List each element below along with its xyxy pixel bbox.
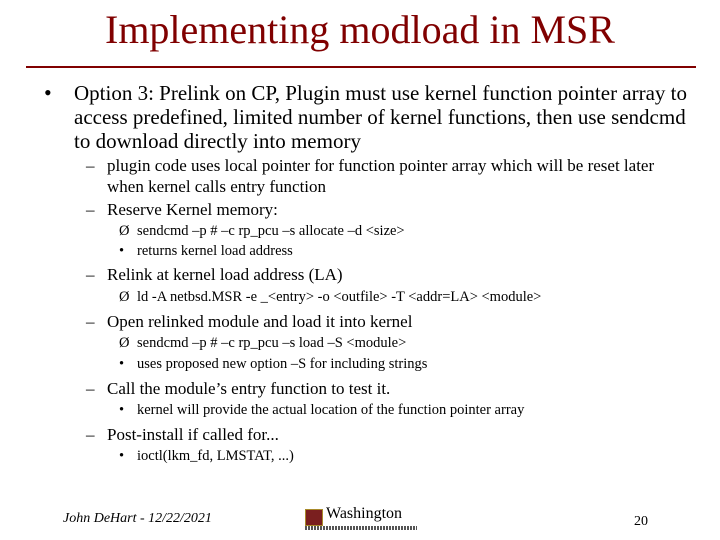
title-divider — [26, 66, 696, 68]
main-bullet-text: Option 3: Prelink on CP, Plugin must use kernel function pointer array to access predefined, limited number of kernel functions, then use sendcmd to download directly into memory — [74, 81, 688, 153]
list-item — [119, 401, 524, 419]
sub-bullet-text: Reserve Kernel memory: — [107, 200, 278, 219]
dash-icon: – — [86, 156, 95, 175]
footer-author: John DeHart - 12/22/2021 — [63, 511, 212, 526]
dash-icon: – — [86, 425, 95, 444]
arrow-icon: Ø — [119, 289, 130, 305]
bullet-icon: • — [44, 80, 52, 105]
item-text: returns kernel load address — [137, 243, 293, 259]
dash-icon: – — [86, 312, 95, 331]
sub-bullet — [86, 378, 686, 399]
list-item — [119, 355, 427, 373]
item-text: kernel will provide the actual location of the function pointer array — [137, 402, 525, 418]
sub-bullet-text: plugin code uses local pointer for function pointer array which will be reset later when kernel calls entry function — [107, 156, 655, 196]
item-text: sendcmd –p # –c rp_pcu –s allocate –d <size> — [137, 223, 405, 239]
list-item — [119, 288, 541, 306]
list-item — [119, 222, 405, 240]
bullet-icon: • — [119, 243, 125, 259]
sub-bullet-text: Post-install if called for... — [107, 425, 279, 444]
washington-logo — [305, 505, 417, 530]
sub-bullet — [86, 155, 686, 197]
sub-bullet — [86, 199, 686, 220]
arrow-icon: Ø — [119, 335, 130, 351]
bullet-icon: • — [119, 402, 125, 418]
sub-bullet — [86, 311, 686, 332]
bullet-icon: • — [119, 448, 125, 464]
arrow-icon: Ø — [119, 223, 130, 239]
sub-bullet — [86, 264, 686, 285]
logo-subtext-stripe — [305, 526, 417, 530]
list-item — [119, 447, 294, 465]
item-text: ld -A netbsd.MSR -e _<entry> -o <outfile> -T <addr=LA> <module> — [137, 289, 542, 305]
item-text: sendcmd –p # –c rp_pcu –s load –S <module> — [137, 335, 407, 351]
sub-bullet — [86, 424, 686, 445]
main-bullet — [44, 81, 704, 153]
dash-icon: – — [86, 379, 95, 398]
sub-bullet-text: Call the module’s entry function to test it. — [107, 379, 391, 398]
dash-icon: – — [86, 265, 95, 284]
shield-icon — [305, 509, 323, 526]
slide-title: Implementing modload in MSR — [105, 7, 615, 52]
logo-text: Washington — [326, 505, 403, 522]
sub-bullet-text: Relink at kernel load address (LA) — [107, 265, 343, 284]
dash-icon: – — [86, 200, 95, 219]
page-number: 20 — [634, 514, 648, 529]
list-item — [119, 334, 406, 352]
item-text: ioctl(lkm_fd, LMSTAT, ...) — [137, 448, 294, 464]
item-text: uses proposed new option –S for including strings — [137, 356, 428, 372]
bullet-icon: • — [119, 356, 125, 372]
list-item — [119, 242, 293, 260]
sub-bullet-text: Open relinked module and load it into kernel — [107, 312, 413, 331]
